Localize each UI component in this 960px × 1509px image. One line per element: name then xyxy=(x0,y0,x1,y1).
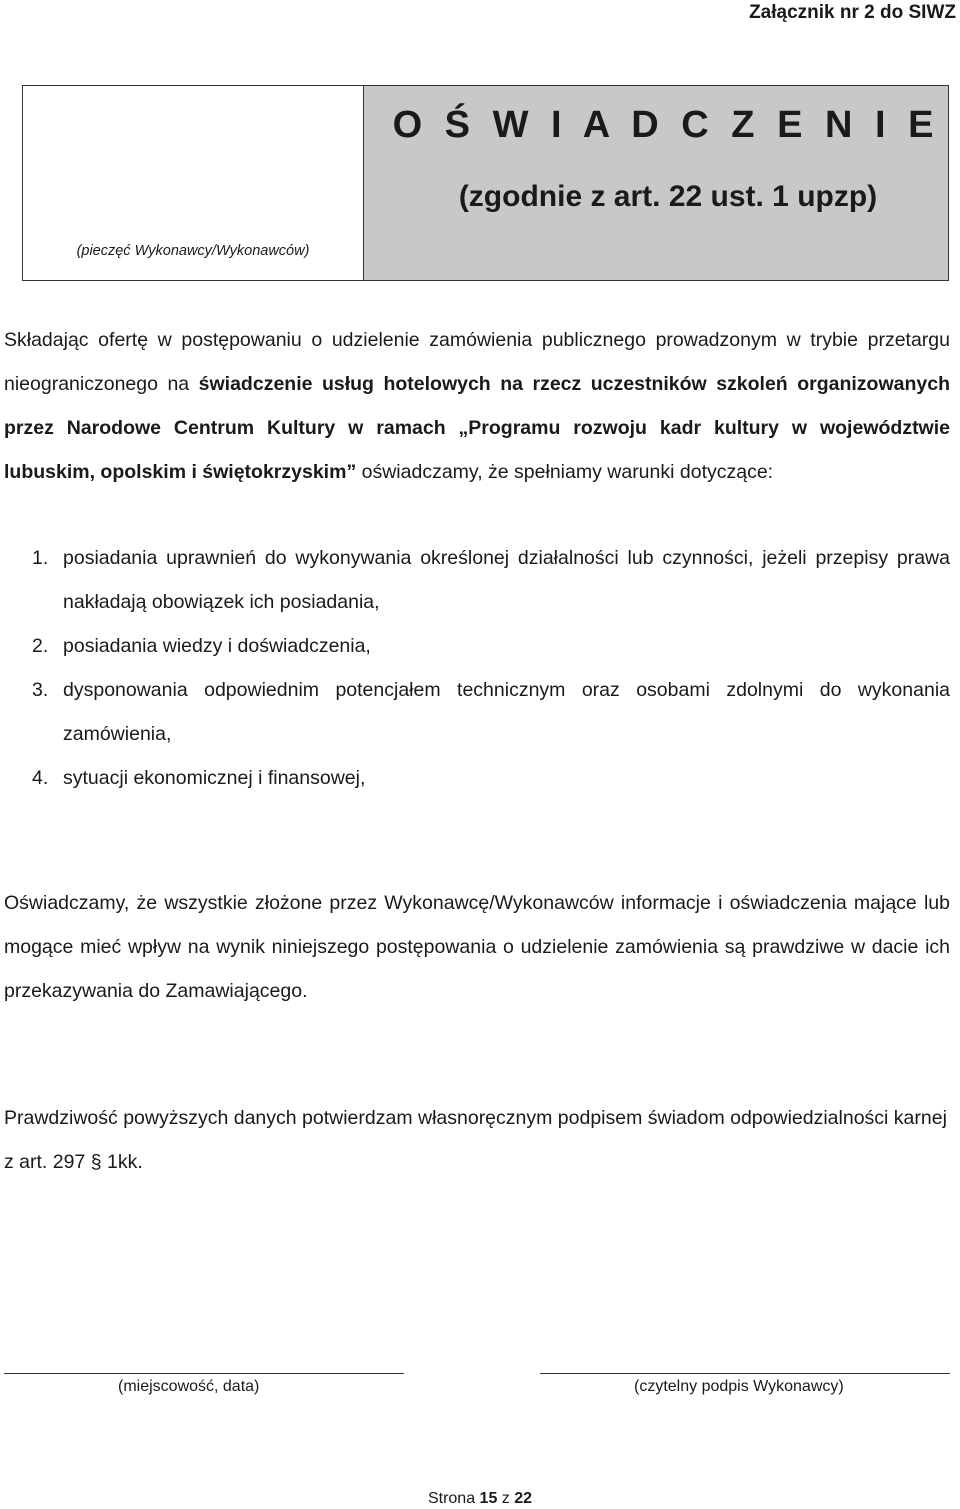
title-cell xyxy=(364,86,948,280)
list-item-text: posiadania uprawnień do wykonywania określonej działalności lub czynności, jeżeli przepisy prawa nakładają obowiązek ich posiadania, xyxy=(63,547,950,613)
intro-paragraph xyxy=(4,318,950,494)
list-item-number: 4. xyxy=(32,767,49,789)
list-item-number: 1. xyxy=(32,547,49,569)
intro-text-end: oświadczamy, że spełniamy warunki dotyczące: xyxy=(356,461,774,483)
document-subtitle: (zgodnie z art. 22 ust. 1 upzp) xyxy=(458,180,878,213)
list-item xyxy=(4,624,950,668)
header-table xyxy=(22,85,949,281)
list-item-text: dysponowania odpowiednim potencjałem technicznym oraz osobami zdolnymi do wykonania zamówienia, xyxy=(63,679,950,745)
footer-prefix: Strona xyxy=(427,1490,476,1507)
signature-line xyxy=(540,1373,950,1374)
list-item xyxy=(4,668,950,756)
document-title: O Ś W I A D C Z E N I E xyxy=(392,104,940,146)
place-date-label: (miejscowość, data) xyxy=(118,1378,260,1395)
list-item-text: posiadania wiedzy i doświadczenia, xyxy=(63,635,371,657)
page-footer xyxy=(0,1490,960,1508)
footer-separator: z xyxy=(501,1490,510,1507)
requirements-list xyxy=(4,536,950,800)
list-item xyxy=(4,756,950,800)
stamp-label: (pieczęć Wykonawcy/Wykonawców) xyxy=(76,243,310,259)
attachment-label: Załącznik nr 2 do SIWZ xyxy=(749,2,956,23)
stamp-cell xyxy=(23,86,364,280)
list-item-number: 2. xyxy=(32,635,49,657)
intro-subject-bold: świadczenie usług hotelowych na rzecz uczestników szkoleń organizowanych przez Narodowe Centrum Kultury w ramach „Programu rozwoju kadr kultury w województwie lubuskim, opolskim i świętokrzyskim” xyxy=(4,373,950,483)
list-item-number: 3. xyxy=(32,679,49,701)
intro-text-start: Składając ofertę w postępowaniu o udzielenie zamówienia publicznego prowadzonym w trybie przetargu nieograniczonego na xyxy=(4,329,950,395)
declaration-paragraph: Oświadczamy, że wszystkie złożone przez Wykonawcę/Wykonawców informacje i oświadczenia mające lub mogące mieć wpływ na wynik niniejszego postępowania o udzielenie zamówienia są prawdziwe w dacie ich przekazywania do Zamawiającego. xyxy=(4,892,950,1002)
list-item-text: sytuacji ekonomicznej i finansowej, xyxy=(63,767,366,789)
place-date-line xyxy=(4,1373,404,1374)
truthfulness-paragraph: Prawdziwość powyższych danych potwierdzam własnoręcznym podpisem świadom odpowiedzialności karnej z art. 297 § 1kk. xyxy=(4,1107,947,1173)
current-page-number: 15 xyxy=(479,1490,498,1507)
signature-label: (czytelny podpis Wykonawcy) xyxy=(634,1378,844,1395)
total-pages-number: 22 xyxy=(514,1490,533,1507)
list-item xyxy=(4,536,950,624)
